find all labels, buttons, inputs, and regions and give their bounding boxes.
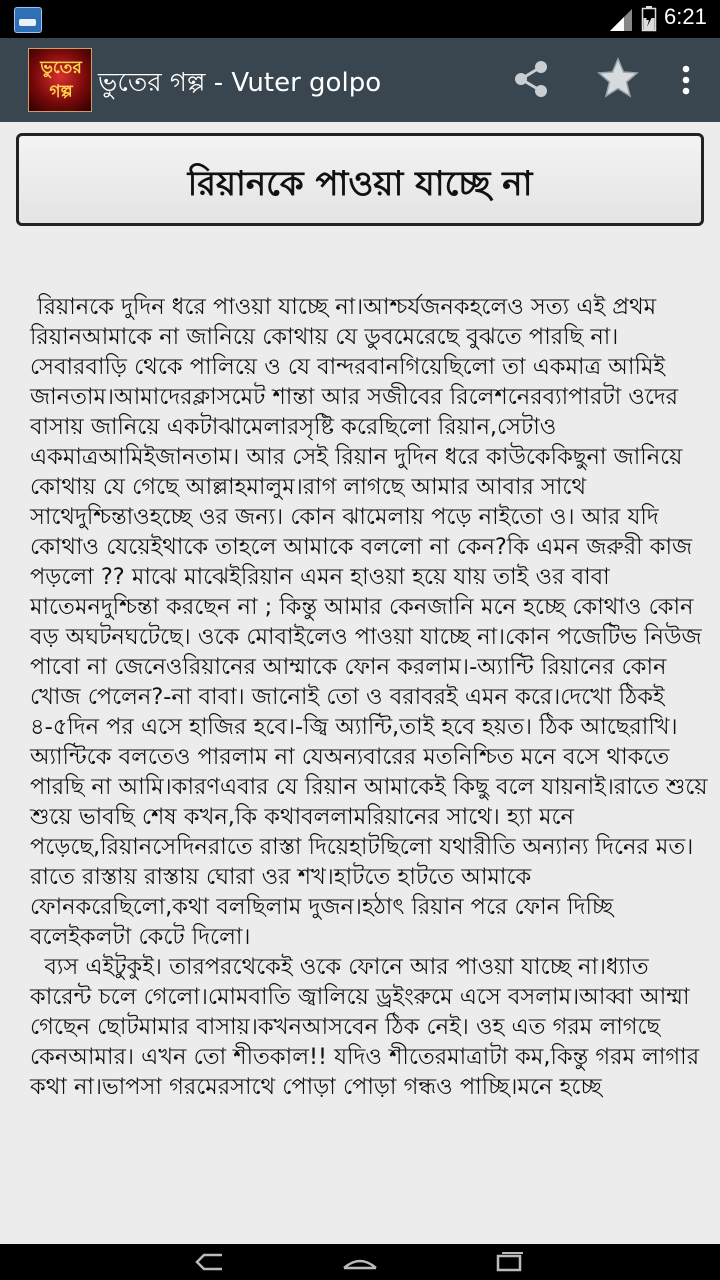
app-logo[interactable] [28,48,92,112]
logo-text-top: ভুতের [40,58,82,78]
home-icon[interactable] [340,1250,380,1274]
share-icon[interactable] [512,60,550,98]
app-title: ভুতের গল্প - Vuter golpo [98,68,382,98]
navigation-bar [0,1244,720,1280]
story-body: রিয়ানকে দুদিন ধরে পাওয়া যাচ্ছে না।আশ্চর্যজনকহলেও সত্য এই প্রথম রিয়ানআমাকে না জানিয়ে কোথায় যে ডুবমেরেছে বুঝতে পারছি না। সেবারবাড়ি থেকে পালিয়ে ও যে বান্দরবানগিয়েছিলো তা একমাত্র আমিই জানতাম।আমাদেরক্লাসমেট শান্তা আর সজীবের রিলেশনেরব্যাপারটা ওদের বাসায় জানিয়ে একটাঝামেলারসৃষ্টি করেছিলো রিয়ান,সেটাও একমাত্রআমিইজানতাম। আর সেই রিয়ান দুদিন ধরে কাউকেকিছুনা জানিয়ে কোথায় যে গেছে আল্লাহমালুম।রাগ লাগছে আমার আবার সাথে সাথেদুশ্চিন্তাওহচ্ছে ওর জন্য। কোন ঝামেলায় পড়ে নাইতো ও। আর যদি কোথাও যেয়েইথাকে তাহলে আমাকে বললো না কেন?কি এমন জরুরী কাজ পড়লো ?? মাঝে মাঝেইরিয়ান এমন হাওয়া হয়ে যায় তাই ওর বাবা মাতেমনদুশ্চিন্তা করছেন না ; কিন্তু আমার কেনজানি মনে হচ্ছে কোথাও কোন বড় অঘটনঘটেছে। ওকে মোবাইলেও পাওয়া যাচ্ছে না।কোন পজেটিভ নিউজ পাবো না জেনেওরিয়ানের আম্মাকে ফোন করলাম।-অ্যান্টি রিয়ানের কোন খোজ পেলেন?-না বাবা। জানোই তো ও বরাবরই এমন করে।দেখো ঠিকই ৪-৫দিন পর এসে হাজির হবে।-জ্বি অ্যান্টি,তাই হবে হয়ত। ঠিক আছেরাখি।অ্যান্টিকে বলতেও পারলাম না যেঅন্যবারের মতনিশ্চিত মনে বসে থাকতে পারছি না আমি।কারণএবার যে রিয়ান আমাকেই কিছু বলে যায়নাই।রাতে শুয়ে শুয়ে ভাবছি শেষ কখন,কি কথাবললামরিয়ানের সাথে। হ্যা মনে পড়েছে,রিয়ানসেদিনরাতে রাস্তা দিয়েহাটছিলো যথারীতি অন্যান্য দিনের মত।রাতে রাস্তায় রাস্তায় ঘোরা ওর শখ।হাটতে হাটতে আমাকে ফোনকরেছিলো,কথা বলছিলাম দুজন।হঠাৎ রিয়ান পরে ফোন দিচ্ছি বলেইকলটা কেটে দিলো। ব্যস এইটুকুই। তারপরথেকেই ওকে ফোনে আর পাওয়া যাচ্ছে না।ধ্যাত কারেন্ট চলে গেলো।মোমবাতি জ্বালিয়ে ড্রইংরুমে এসে বসলাম।আব্বা আম্মা গেছেন ছোটমামার বাসায়।কখনআসবেন ঠিক নেই। ওহ এত গরম লাগছে কেনআমার। এখন তো শীতকাল!! যদিও শীতেরমাত্রাটা কম,কিন্তু গরম লাগার কথা না।ভাপসা গরমেরসাথে পোড়া পোড়া গন্ধও পাচ্ছি।মনে হচ্ছে [30,294,708,1100]
recent-apps-icon[interactable] [492,1250,528,1274]
back-icon[interactable] [192,1250,228,1274]
overflow-menu-icon[interactable] [676,64,696,98]
status-bar [0,0,720,38]
signal-icon [610,9,632,31]
story-title-card [16,133,704,226]
logo-text-bottom: গল্প [49,82,73,102]
status-time: 6:21 [664,4,707,29]
battery-charging-icon [642,6,656,31]
star-icon[interactable] [596,56,640,100]
image-notification-icon [14,7,42,33]
app-bar [0,38,720,122]
story-title: রিয়ানকে পাওয়া যাচ্ছে না [187,164,533,204]
